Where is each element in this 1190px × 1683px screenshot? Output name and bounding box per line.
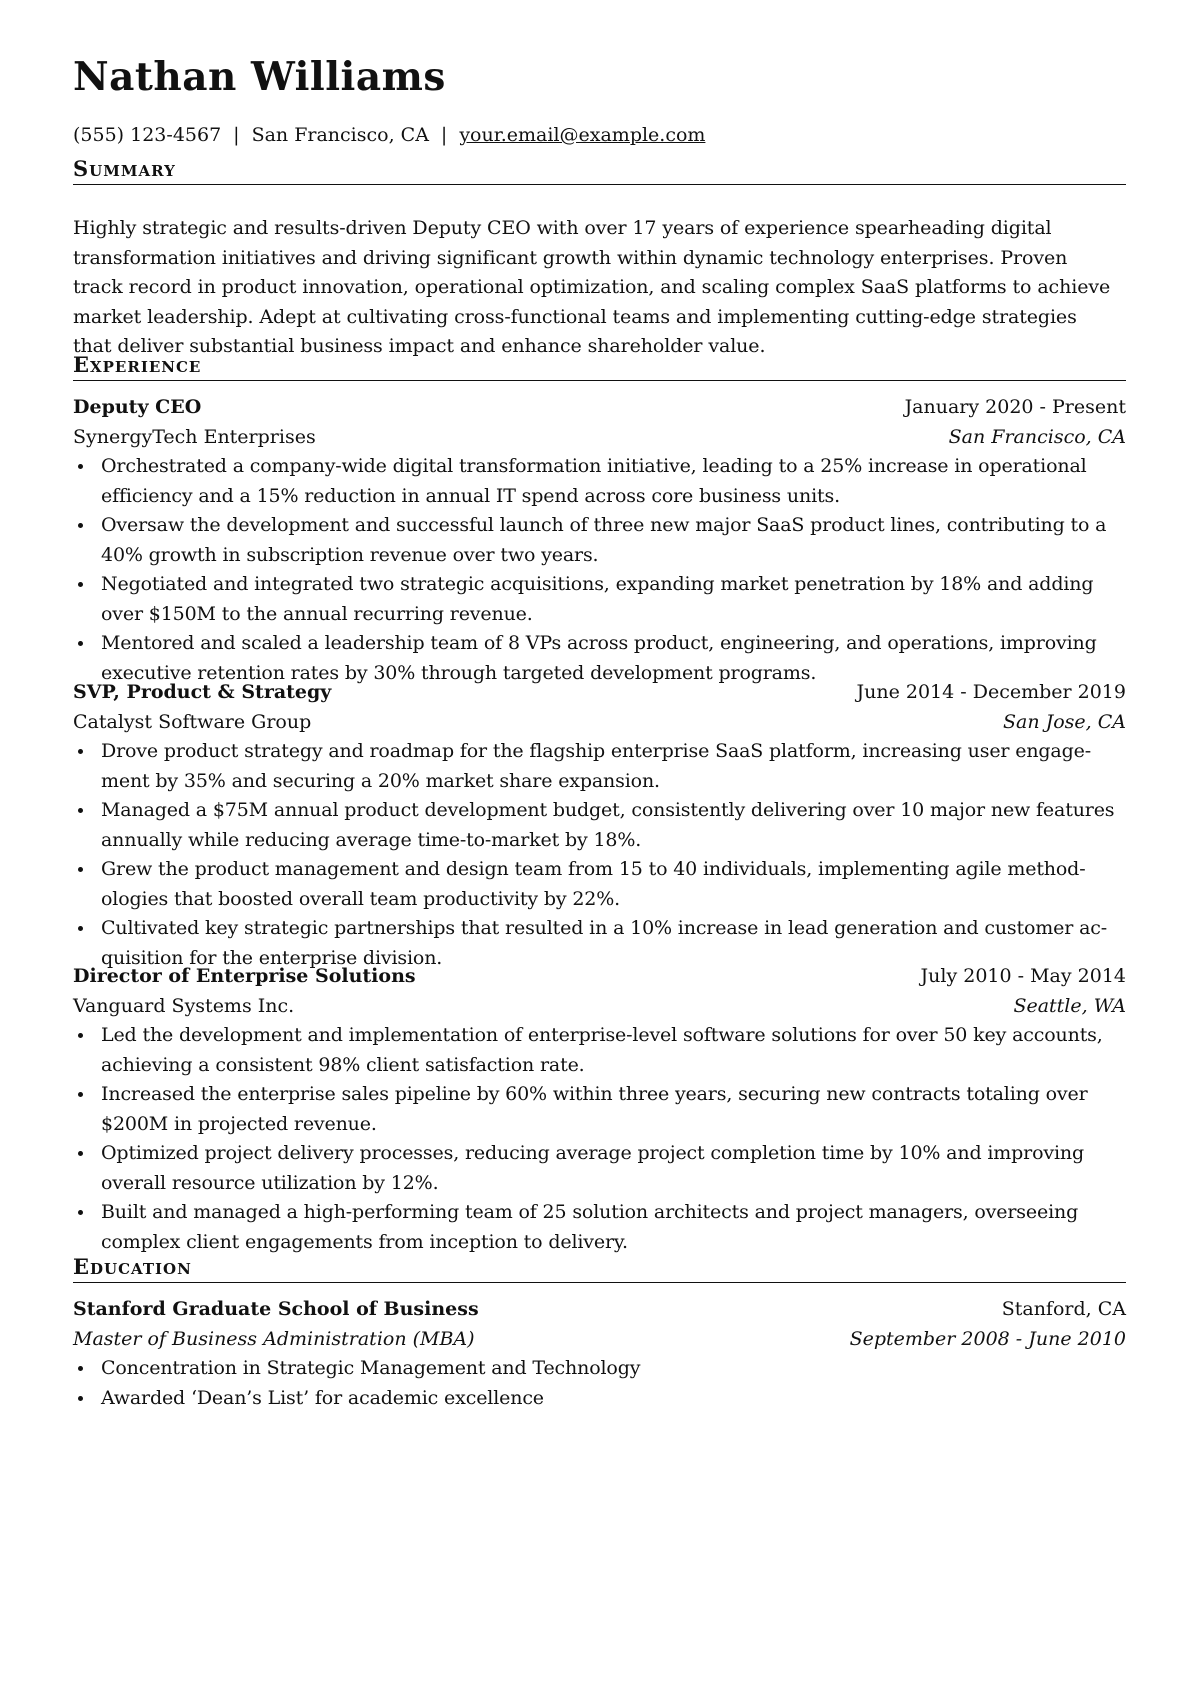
list-item [73,796,1126,855]
bullet-line: Built and managed a high-performing team of 25 solution architects and project managers, overseeing [101,1201,1079,1223]
bullet-icon [78,1366,83,1371]
company-row [73,708,1126,738]
bullet-icon [78,749,83,754]
job-header-row [73,393,1126,423]
bullet-icon [78,523,83,528]
bullet-line: overall resource utilization by 12%. [101,1171,439,1194]
bullet-line: efficiency and a 15% reduction in annual IT spend across core business units. [101,484,840,507]
bullet-line: quisition for the enterprise division. [101,946,443,969]
company-row [73,992,1126,1022]
bullet-icon [78,926,83,931]
bullet-icon [78,1396,83,1401]
bullet-line: Increased the enterprise sales pipeline by 60% within three years, securing new contracts totaling over [101,1083,1088,1105]
list-item [73,1139,1126,1198]
job-header-row [73,962,1126,992]
bullet-line: Oversaw the development and successful launch of three new major SaaS product lines, contributing to a [101,514,1107,536]
location-text: San Francisco, CA [251,124,429,146]
experience-entry [73,393,1126,688]
school-row [73,1295,1126,1325]
summary-line: Highly strategic and results-driven Deputy CEO with over 17 years of experience spearheading digital [73,217,1052,239]
list-item [73,1021,1126,1080]
achievement-list [73,1021,1126,1257]
list-item [73,1354,1126,1384]
bullet-line: annually while reducing average time-to-market by 18%. [101,828,642,851]
school-name: Stanford Graduate School of Business [73,1298,479,1320]
education-heading: Education [73,1255,1126,1283]
bullet-icon [78,1210,83,1215]
candidate-name: Nathan Williams [73,54,446,100]
bullet-icon [78,867,83,872]
company-row [73,423,1126,453]
experience-entry [73,962,1126,1257]
job-location: San Jose, CA [1002,710,1126,733]
list-item [73,1198,1126,1257]
bullet-icon [78,1033,83,1038]
education-dates: September 2008 - June 2010 [849,1327,1126,1350]
summary-text [73,214,1126,362]
education-list [73,1354,1126,1413]
achievement-list [73,737,1126,973]
job-title: SVP, Product & Strategy [73,681,332,703]
list-item [73,1384,1126,1414]
bullet-line: Led the development and implementation of enterprise-level software solutions for over 50 key accounts, [101,1024,1103,1046]
bullet-line: Awarded ‘Dean’s List’ for academic excellence [101,1386,544,1409]
bullet-icon [78,582,83,587]
separator: | [233,124,240,146]
list-item [73,452,1126,511]
bullet-line: Mentored and scaled a leadership team of 8 VPs across product, engineering, and operations, improving [101,632,1097,654]
bullet-line: executive retention rates by 30% through targeted development programs. [101,661,817,684]
bullet-icon [78,641,83,646]
experience-entry [73,678,1126,973]
bullet-line: Negotiated and integrated two strategic acquisitions, expanding market penetration by 18% and adding [101,573,1094,595]
job-dates: June 2014 - December 2019 [856,681,1126,703]
company-name: SynergyTech Enterprises [73,425,316,448]
bullet-line: Optimized project delivery processes, reducing average project completion time by 10% and improving [101,1142,1084,1164]
contact-line [73,124,705,146]
bullet-line: ologies that boosted overall team productivity by 22%. [101,887,621,910]
separator: | [440,124,448,146]
bullet-line: Cultivated key strategic partnerships that resulted in a 10% increase in lead generation and customer ac- [101,917,1108,939]
bullet-icon [78,464,83,469]
bullet-icon [78,1151,83,1156]
bullet-line: complex client engagements from inception to delivery. [101,1230,628,1253]
summary-heading: Summary [73,157,1126,185]
bullet-line: ment by 35% and securing a 20% market share expansion. [101,769,660,792]
job-location: San Francisco, CA [948,425,1126,448]
bullet-line: 40% growth in subscription revenue over two years. [101,543,599,566]
job-location: Seattle, WA [1013,994,1126,1017]
job-header-row [73,678,1126,708]
bullet-icon [78,1092,83,1097]
summary-line: transformation initiatives and driving significant growth within dynamic technology enterprises. Proven [73,246,1068,269]
list-item [73,855,1126,914]
company-name: Vanguard Systems Inc. [73,994,295,1017]
bullet-line: Managed a $75M annual product development budget, consistently delivering over 10 major new features [101,799,1115,821]
degree-name: Master of Business Administration (MBA) [73,1327,475,1350]
bullet-line: achieving a consistent 98% client satisfaction rate. [101,1053,585,1076]
email-link[interactable]: your.email@example.com [459,124,706,146]
list-item [73,570,1126,629]
education-entry [73,1295,1126,1413]
job-title: Director of Enterprise Solutions [73,965,416,987]
bullet-line: Concentration in Strategic Management and Technology [101,1357,641,1379]
company-name: Catalyst Software Group [73,710,312,733]
job-dates: July 2010 - May 2014 [920,965,1126,987]
achievement-list [73,452,1126,688]
bullet-line: Drove product strategy and roadmap for the flagship enterprise SaaS platform, increasing user engage- [101,740,1091,762]
job-dates: January 2020 - Present [904,396,1126,418]
summary-line: track record in product innovation, operational optimization, and scaling complex SaaS platforms to achieve [73,276,1111,298]
bullet-icon [78,808,83,813]
summary-line: market leadership. Adept at cultivating cross-functional teams and implementing cutting-edge strategies [73,305,1077,328]
summary-line: that deliver substantial business impact and enhance shareholder value. [73,335,766,357]
list-item [73,511,1126,570]
bullet-line: Grew the product management and design team from 15 to 40 individuals, implementing agile method- [101,858,1086,880]
phone-number: (555) 123-4567 [73,124,222,146]
job-title: Deputy CEO [73,396,202,418]
list-item [73,737,1126,796]
bullet-line: $200M in projected revenue. [101,1112,377,1135]
degree-row [73,1325,1126,1355]
bullet-line: over $150M to the annual recurring revenue. [101,602,533,625]
school-location: Stanford, CA [1001,1298,1126,1320]
list-item [73,1080,1126,1139]
experience-heading: Experience [73,353,1126,381]
bullet-line: Orchestrated a company-wide digital transformation initiative, leading to a 25% increase in operational [101,455,1087,477]
